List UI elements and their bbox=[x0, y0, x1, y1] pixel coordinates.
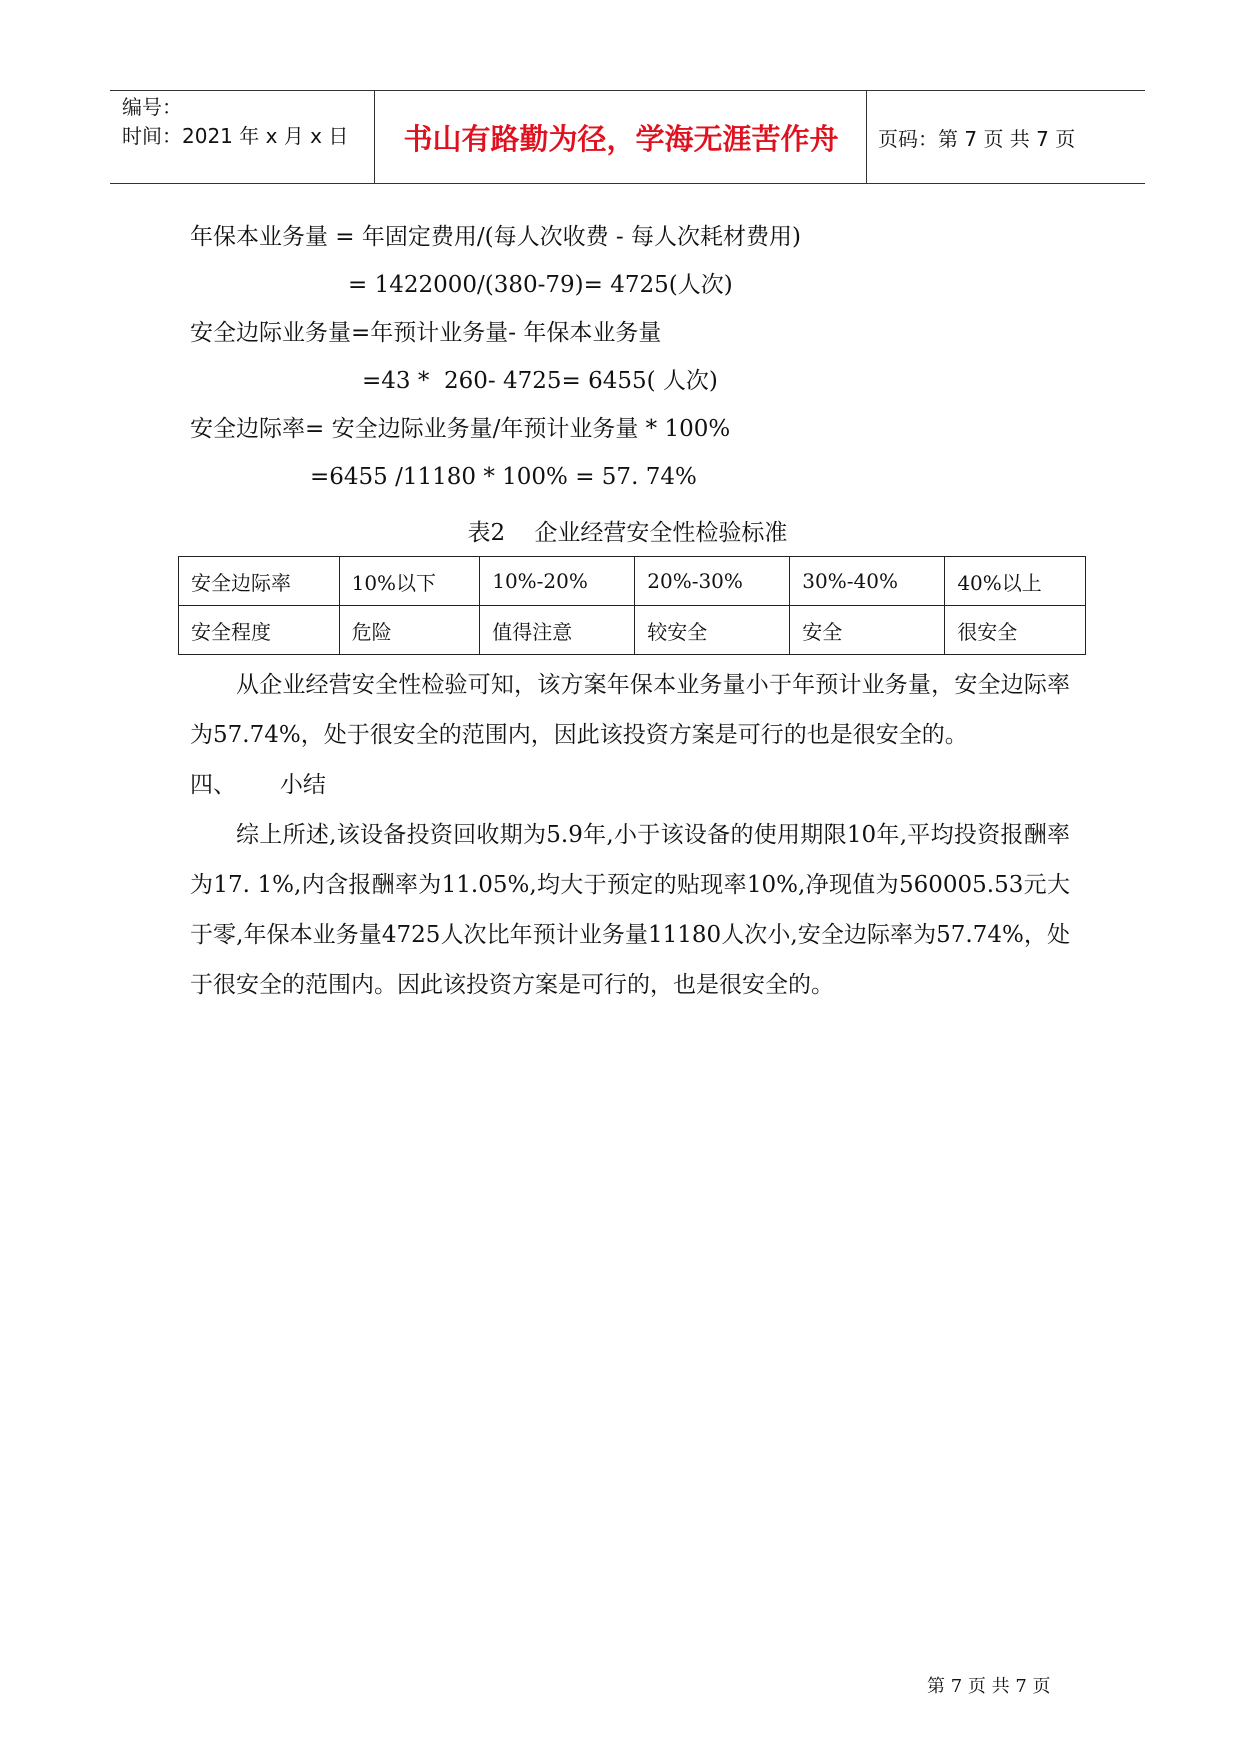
formula-line: 年保本业务量 = 年固定费用/(每人次收费 - 每人次耗材费用) bbox=[190, 224, 801, 250]
table-cell: 较安全 bbox=[635, 606, 790, 655]
header-motto: 书山有路勤为径，学海无涯苦作舟 bbox=[403, 121, 839, 156]
table-cell: 10%以下 bbox=[339, 557, 480, 606]
table-cell: 安全程度 bbox=[179, 606, 340, 655]
table-cell: 安全 bbox=[790, 606, 945, 655]
page-header bbox=[110, 90, 1145, 184]
table-caption: 表2 企业经营安全性检验标准 bbox=[467, 520, 788, 546]
page-footer: 第 7 页 共 7 页 bbox=[927, 1676, 1051, 1697]
table-cell: 10%-20% bbox=[480, 557, 635, 606]
body-text bbox=[190, 660, 1070, 1010]
formula-line: = 1422000/(380-79)= 4725(人次) bbox=[348, 272, 733, 298]
table-cell: 值得注意 bbox=[480, 606, 635, 655]
paragraph: 综上所述,该设备投资回收期为5.9年,小于该设备的使用期限10年,平均投资报酬率为17. 1%,内含报酬率为11.05%,均大于预定的贴现率10%,净现值为560005.53元大于零,年保本业务量4725人次比年预计业务量11180人次小,安全边际率为57.74%，处于很安全的范围内。因此该投资方案是可行的，也是很安全的。 bbox=[190, 822, 1070, 998]
table-cell: 20%-30% bbox=[635, 557, 790, 606]
header-divider bbox=[374, 91, 375, 183]
table-cell: 安全边际率 bbox=[179, 557, 340, 606]
table-row bbox=[179, 557, 1086, 606]
section-heading: 四、 小结 bbox=[190, 772, 326, 798]
table-cell: 40%以上 bbox=[945, 557, 1086, 606]
header-page-label: 页码：第 7 页 共 7 页 bbox=[878, 126, 1076, 151]
time-label: 时间：2021 年 x 月 x 日 bbox=[122, 124, 349, 148]
table-cell: 危险 bbox=[339, 606, 480, 655]
paragraph: 从企业经营安全性检验可知，该方案年保本业务量小于年预计业务量，安全边际率为57.74%，处于很安全的范围内，因此该投资方案是可行的也是很安全的。 bbox=[190, 672, 1070, 748]
header-divider bbox=[866, 91, 867, 183]
number-label: 编号： bbox=[122, 95, 182, 119]
table-cell: 30%-40% bbox=[790, 557, 945, 606]
header-meta bbox=[122, 93, 372, 151]
table-row bbox=[179, 606, 1086, 655]
table-cell: 很安全 bbox=[945, 606, 1086, 655]
formula-line: =6455 /11180 * 100% = 57. 74% bbox=[310, 464, 697, 490]
safety-standard-table bbox=[178, 556, 1086, 655]
formula-line: 安全边际业务量=年预计业务量- 年保本业务量 bbox=[190, 320, 662, 346]
formula-line: 安全边际率= 安全边际业务量/年预计业务量 * 100% bbox=[190, 416, 731, 442]
formula-line: =43 * 260- 4725= 6455( 人次) bbox=[362, 368, 718, 394]
